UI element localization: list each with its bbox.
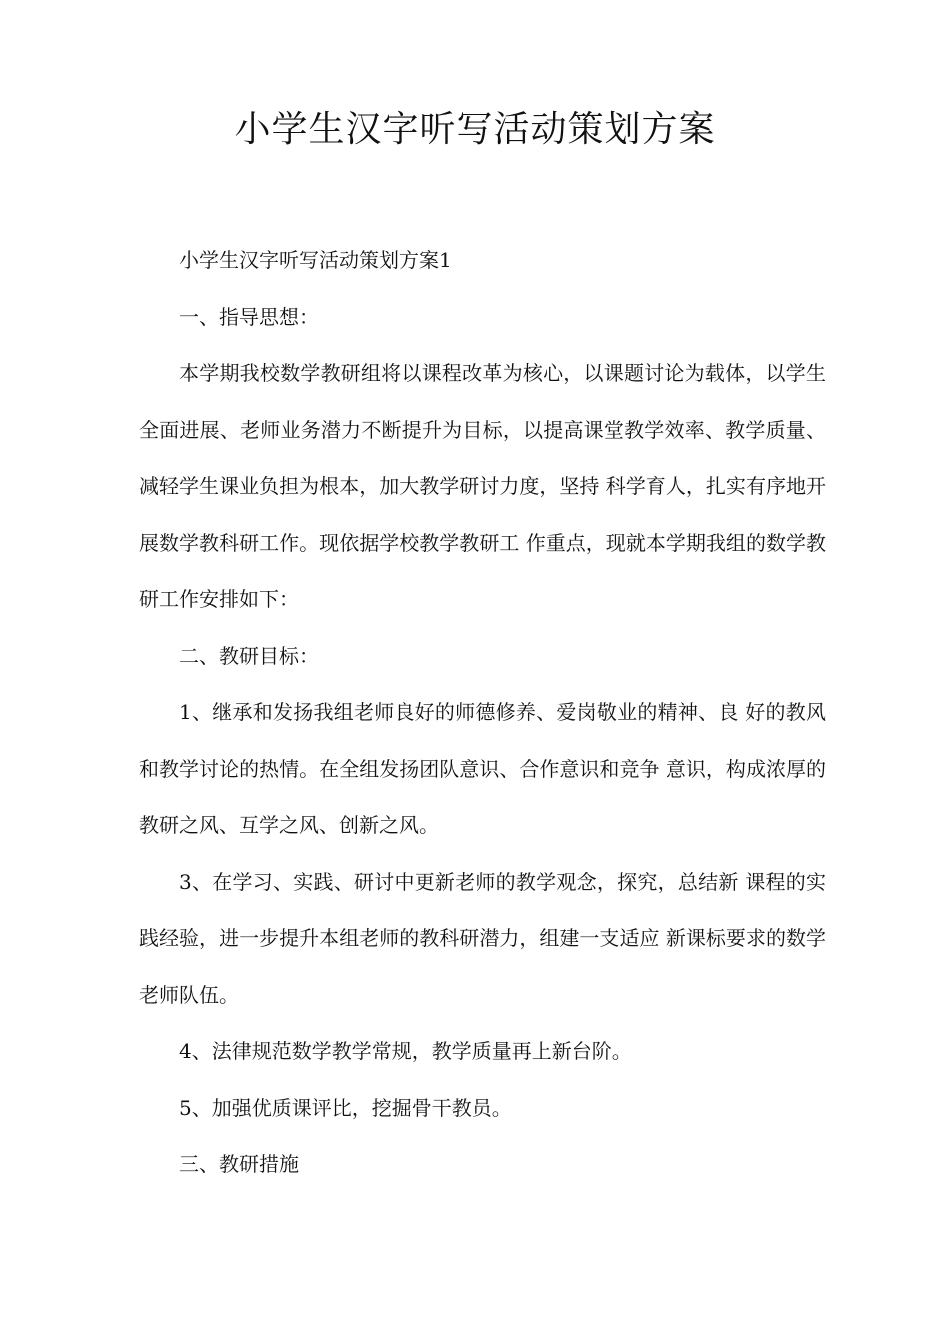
paragraph-goal-4: 4、法律规范数学教学常规，教学质量再上新台阶。 xyxy=(179,1039,632,1063)
paragraph-goal-5: 5、加强优质课评比，挖掘骨干教员。 xyxy=(179,1095,512,1120)
paragraph-subtitle: 小学生汉字听写活动策划方案1 xyxy=(179,248,452,272)
document-title: 小学生汉字听写活动策划方案 xyxy=(234,109,716,150)
heading-research-measures: 三、教研措施 xyxy=(179,1152,299,1176)
heading-research-goals: 二、教研目标： xyxy=(179,643,319,668)
heading-guiding-thought: 一、指导思想： xyxy=(179,304,319,329)
document-body xyxy=(139,232,826,1193)
paragraph-goal-3: 3、在学习、实践、研讨中更新老师的教学观念，探究，总结新 课程的实践经验，进一步提升本组老师的教科研潜力，组建一支适应 新课标要求的数学老师队伍。 xyxy=(139,869,826,1007)
paragraph-goal-1: 1、继承和发扬我组老师良好的师德修养、爱岗敬业的精神、良 好的教风和教学讨论的热情。在全组发扬团队意识、合作意识和竞争 意识，构成浓厚的教研之风、互学之风、创新之风。 xyxy=(139,700,826,837)
paragraph-guiding-thought: 本学期我校数学教研组将以课程改革为核心，以课题讨论为载体，以学生全面进展、老师业务潜力不断提升为目标，以提高课堂教学效率、教学质量、减轻学生课业负担为根本，加大教学研讨力度，坚持 科学育人，扎实有序地开展数学教科研工作。现依据学校教学教研工 作重点，现就本学期我组的数学教研工作安排如下： xyxy=(139,361,826,611)
